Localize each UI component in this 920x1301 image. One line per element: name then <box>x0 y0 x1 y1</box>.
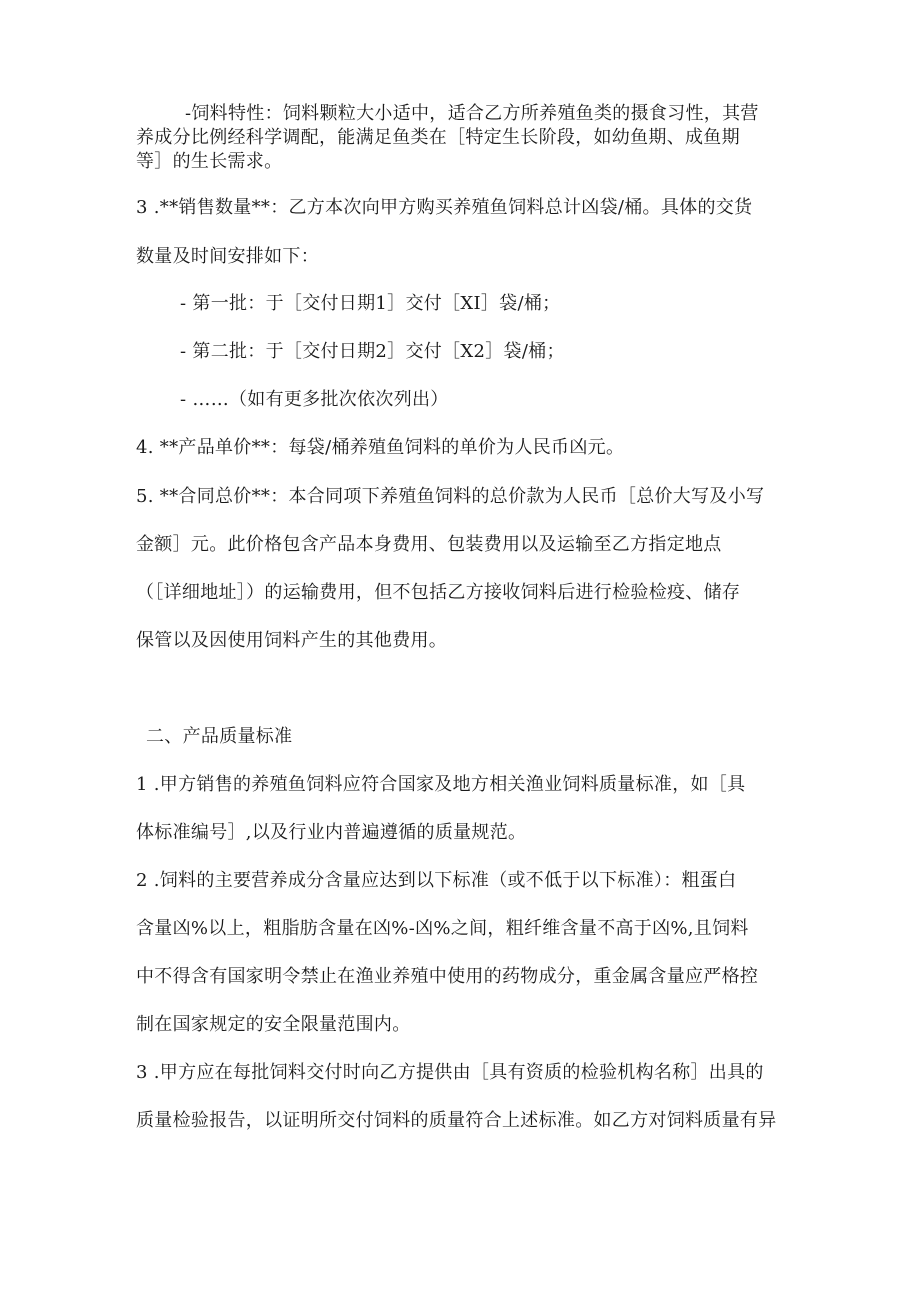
feed-characteristics-line-2: 养成分比例经科学调配，能满足鱼类在［特定生长阶段，如幼鱼期、成鱼期 <box>136 127 740 148</box>
sales-quantity-line-1: 3 .**销售数量**：乙方本次向甲方购买养殖鱼饲料总计凶袋/桶。具体的交货 <box>136 197 753 218</box>
quality-item-2-line-2: 含量凶%以上，粗脂肪含量在凶%-凶%之间，粗纤维含量不高于凶%,且饲料 <box>136 918 749 939</box>
quality-item-2-line-3: 中不得含有国家明令禁止在渔业养殖中使用的药物成分，重金属含量应严格控 <box>136 966 759 987</box>
total-price-line-2: 金额］元。此价格包含产品本身费用、包装费用以及运输至乙方指定地点 <box>136 534 722 555</box>
batch-more-line: - ……（如有更多批次依次列出） <box>180 389 449 410</box>
total-price-line-1: 5. **合同总价**：本合同项下养殖鱼饲料的总价款为人民币［总价大写及小写 <box>136 486 765 507</box>
total-price-line-4: 保管以及因使用饲料产生的其他费用。 <box>136 630 448 651</box>
sales-quantity-line-2: 数量及时间安排如下： <box>136 246 319 267</box>
feed-characteristics-line-3: 等］的生长需求。 <box>136 151 283 172</box>
section-heading-quality-standards: 二、产品质量标准 <box>146 726 293 747</box>
quality-item-1-line-2: 体标准编号］,以及行业内普遍遵循的质量规范。 <box>136 822 527 843</box>
batch-1-line: - 第一批：于［交付日期1］交付［XI］袋/桶； <box>180 293 561 314</box>
quality-item-3-line-1: 3 .甲方应在每批饲料交付时向乙方提供由［具有资质的检验机构名称］出具的 <box>136 1062 764 1083</box>
quality-item-2-line-4: 制在国家规定的安全限量范围内。 <box>136 1014 411 1035</box>
feed-characteristics-line-1: -饲料特性：饲料颗粒大小适中，适合乙方所养殖鱼类的摄食习性，其营 <box>185 103 759 124</box>
quality-item-1-line-1: 1 .甲方销售的养殖鱼饲料应符合国家及地方相关渔业饲料质量标准，如［具 <box>136 774 746 795</box>
total-price-line-3: （［详细地址］）的运输费用，但不包括乙方接收饲料后进行检验检疫、储存 <box>136 582 741 603</box>
batch-2-line: - 第二批：于［交付日期2］交付［X2］袋/桶； <box>180 341 565 362</box>
quality-item-2-line-1: 2 .饲料的主要营养成分含量应达到以下标准（或不低于以下标准）：粗蛋白 <box>136 870 737 891</box>
quality-item-3-line-2: 质量检验报告，以证明所交付饲料的质量符合上述标准。如乙方对饲料质量有异 <box>136 1110 777 1131</box>
unit-price-line: 4. **产品单价**：每袋/桶养殖鱼饲料的单价为人民币凶元。 <box>136 437 625 458</box>
